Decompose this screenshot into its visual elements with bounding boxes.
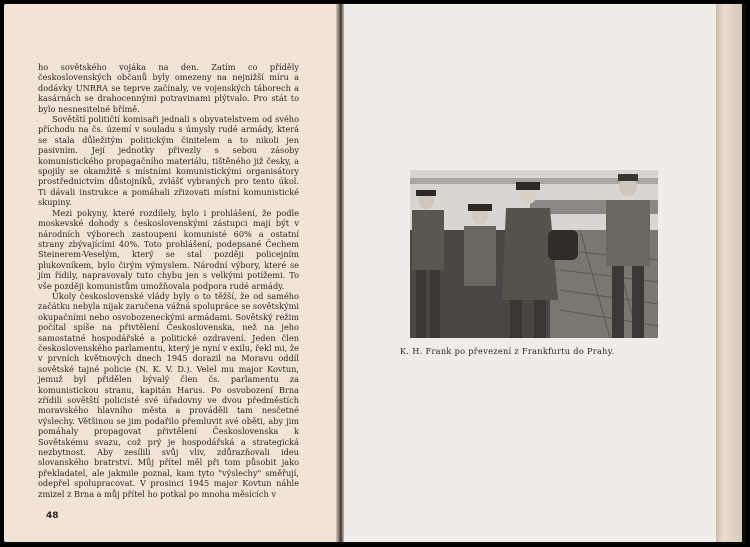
left-page-text	[38, 62, 299, 499]
page-edge	[716, 4, 742, 542]
photo-scene	[410, 170, 658, 338]
paragraph: Sovětští političtí komisaři jednali s obyvatelstvem od svého příchodu na čs. území v souladu s úmysly rudé armády, která se stala důležitým politickým činitelem a to nikoli jen pasivním. Její jednotky přivezly s sebou zásoby komunistického propagačního materiálu, tištěného již česky, a spojily se okamžitě s místními komunistickými organisátory prostřednictvím důstojníků, zvlášť vybraných pro tento úkol. Ti dávali instrukce a pomáhali zřizovati místní komunistické skupiny.	[38, 114, 299, 208]
paragraph: Mezi pokyny, které rozdílely, bylo i prohlášení, že podle moskevské dohody s československými zástupci mají být v národních výborech zastoupeni komunisté 60% a ostatní strany zbývajícími 40%. Toto prohlášení, podepsané Čechem Steinerem-Veselým, který se stal později policejním plukovníkem, bylo čirým výmyslem. Národní výbory, které se jím řídily, napravovaly tuto chybu jen s velkými potížemi. To vše později komunistům umožňovala podpora rudé armády.	[38, 207, 299, 291]
photo-caption: K. H. Frank po převezení z Frankfurtu do Prahy.	[400, 346, 615, 356]
paragraph: ho sovětského vojáka na den. Zatím co příděly československých občanů byly omezeny na nejnižší míru a dodávky UNRRA se teprve začínaly, ve vojenských táborech a kasárnách se drahocennými potravinami plýtvalo. Pro stát to bylo nesnesitelné břímě.	[38, 62, 299, 114]
book-gutter	[336, 4, 344, 542]
historical-photograph	[410, 170, 658, 338]
page-number: 48	[46, 511, 59, 521]
paragraph: Úkoly československé vlády byly o to těžší, že od samého začátku nebyla nijak zaručena vážná spolupráce se sovětskými okupačními nebo osvobozeneckými armádami. Sovětský režim počítal spíše na přivtělení Československa, než na jeho samostatné hospodářské a politické ozdravení. Jeden člen československého parlamentu, který je nyní v exilu, řekl mi, že v prvních květnových dnech 1945 dorazil na Moravu oddíl sovětské tajné policie (N. K. V. D.). Velel mu major Kovtun, jemuž byl přidělen bývalý člen čs. parlamentu za komunistickou stranu, kapitán Harus. Po osvobození Brna zřídili sovětští policisté své úřadovny ve dvou předměstích moravského hlavního města a prováděli tam nesčetné výslechy. Většinou se jim podařilo přemluvit své oběti, aby jim pomáhaly propagovat přivtělení Československa k Sovětskému svazu, což prý je hospodářská a strategická nezbytnost. Aby zesílili svůj vliv, zdůrazňovali ideu slovanského bratrství. Můj přítel měl při tom působit jako překladatel, ale jakmile poznal, kam tyto "výslechy" směřují, odepřel spolupracovat. V prosinci 1945 major Kovtun náhle zmizel z Brna a můj přítel ho potkal po mnoha měsících v	[38, 290, 299, 499]
